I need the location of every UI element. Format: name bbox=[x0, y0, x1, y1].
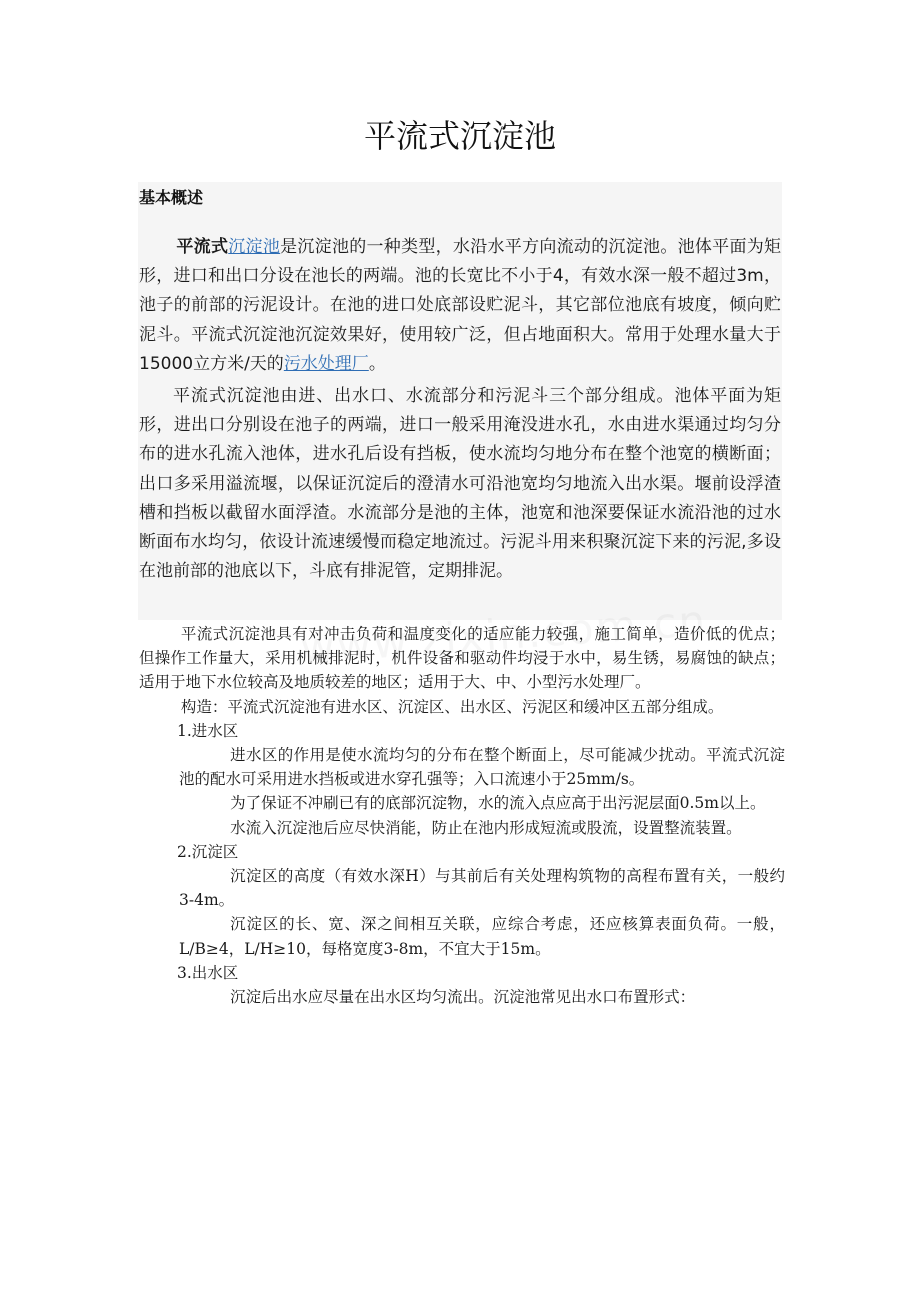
outlet-paragraph-1: 沉淀后出水应尽量在出水区均匀流出。沉淀池常见出水口布置形式： bbox=[230, 988, 696, 1007]
settling-paragraph-2: 沉淀区的长、宽、深之间相互关联，应综合考虑，还应核算表面负荷。一般，L/B≥4，L/H≥10，每格宽度3-8m，不宜大于15m。 bbox=[179, 915, 785, 958]
page-title: 平流式沉淀池 bbox=[363, 117, 556, 155]
inlet-paragraph-3: 水流入沉淀池后应尽快消能，防止在池内形成短流或股流，设置整流装置。 bbox=[230, 818, 742, 837]
zone-heading-settling: 2.沉淀区 bbox=[177, 842, 239, 861]
inlet-paragraph-2: 为了保证不冲刷已有的底部沉淀物，水的流入点应高于出污泥层面0.5m以上。 bbox=[230, 794, 766, 813]
bold-lead-text: 平流式 bbox=[176, 237, 229, 257]
body-paragraph-structure: 构造：平流式沉淀池有进水区、沉淀区、出水区、污泥区和缓冲区五部分组成。 bbox=[180, 697, 724, 716]
inlet-paragraph-1: 进水区的作用是使水流均匀的分布在整个断面上，尽可能减少扰动。平流式沉淀池的配水可采用进水挡板或进水穿孔强等；入口流速小于25mm/s。 bbox=[179, 746, 785, 789]
overview-paragraph-2: 平流式沉淀池由进、出水口、水流部分和污泥斗三个部分组成。池体平面为矩形，进出口分别设在池子的两端，进口一般采用淹没进水孔，水由进水渠通过均匀分布的进水孔流入池体，进水孔后设有挡板，使水流均匀地分布在整个池宽的横断面；出口多采用溢流堰，以保证沉淀后的澄清水可沿池宽均匀地流入出水渠。堰前设浮渣槽和挡板以截留水面浮渣。水流部分是池的主体，池宽和池深要保证水流沿池的过水断面布水均匀，依设计流速缓慢而稳定地流过。污泥斗用来积聚沉淀下来的污泥,多设在池前部的池底以下，斗底有排泥管，定期排泥。 bbox=[139, 386, 781, 582]
zone-heading-inlet: 1.进水区 bbox=[177, 721, 239, 740]
settling-paragraph-1: 沉淀区的高度（有效水深H）与其前后有关处理构筑物的高程布置有关，一般约3-4m。 bbox=[179, 867, 785, 910]
link-wastewater-plant[interactable]: 污水处理厂 bbox=[283, 353, 369, 374]
section-heading-overview: 基本概述 bbox=[139, 188, 204, 207]
link-sedimentation-tank[interactable]: 沉淀池 bbox=[228, 237, 281, 257]
body-text bbox=[139, 622, 785, 1009]
overview-text bbox=[139, 233, 781, 589]
overview-paragraph-1-text: 是沉淀池的一种类型，水沿水平方向流动的沉淀池。池体平面为矩形，进口和出口分设在池长的两端。池的长宽比不小于4，有效水深一般不超过3m，池子的前部的污泥设计。在池的进口处底部设贮泥斗，其它部位池底有坡度，倾向贮泥斗。平流式沉淀池沉淀效果好，使用较广泛，但占地面积大。常用于处理水量大于15000立方米/天的 bbox=[139, 237, 782, 374]
overview-paragraph-1-end: 。 bbox=[368, 353, 386, 374]
zone-heading-outlet: 3.出水区 bbox=[177, 963, 239, 982]
overview-paragraph-1 bbox=[139, 233, 781, 379]
body-paragraph-advantages: 平流式沉淀池具有对冲击负荷和温度变化的适应能力较强，施工简单，造价低的优点；但操作工作量大，采用机械排泥时，机件设备和驱动件均浸于水中，易生锈，易腐蚀的缺点；适用于地下水位较高及地质较差的地区；适用于大、中、小型污水处理厂。 bbox=[139, 625, 785, 692]
